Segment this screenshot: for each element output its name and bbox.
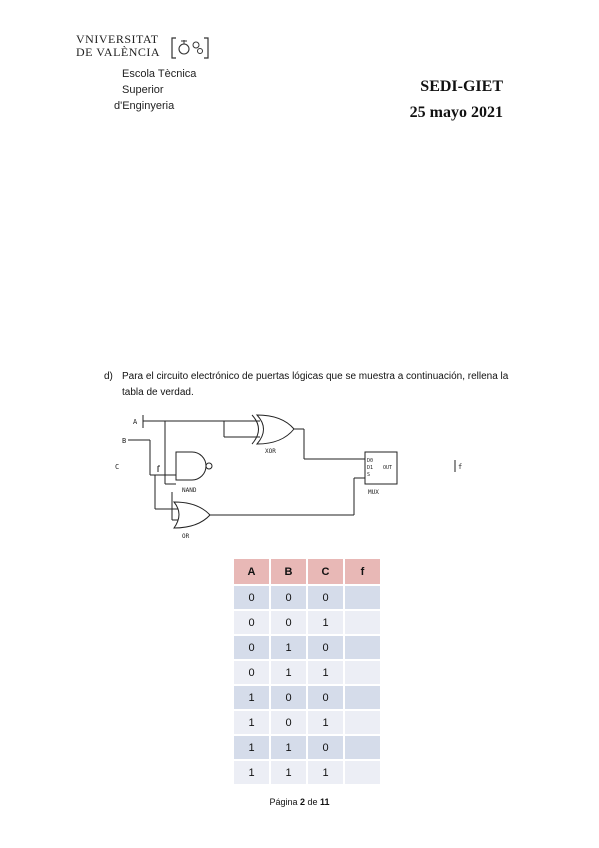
school-name-line1: Escola Tècnica [122,68,197,80]
table-row [234,711,380,734]
school-name-line3: d'Enginyeria [114,100,175,112]
xor-gate-extra-curve [252,415,259,444]
nand-label: NAND [182,487,197,494]
cell-a: 1 [234,686,269,709]
header-block [410,74,503,126]
cell-b: 0 [271,586,306,609]
cell-a: 0 [234,611,269,634]
logic-circuit-diagram [110,410,480,545]
cell-b: 1 [271,636,306,659]
cell-f[interactable] [345,636,380,659]
input-c-label: C [115,463,120,471]
page-of: de [307,797,318,807]
cell-f[interactable] [345,611,380,634]
cell-f[interactable] [345,736,380,759]
mux-label: MUX [368,489,379,496]
cell-f[interactable] [345,686,380,709]
nand-bubble [206,463,212,469]
cell-c: 0 [308,586,343,609]
school-name-line2: Superior [122,84,164,96]
or-gate [174,502,210,528]
cell-b: 1 [271,736,306,759]
cell-f[interactable] [345,711,380,734]
table-row [234,736,380,759]
page-total: 11 [320,797,330,807]
cell-c: 0 [308,686,343,709]
input-a-label: A [133,418,138,426]
question-label: d) [104,371,113,382]
header-c: C [308,559,343,584]
exam-date: 25 mayo 2021 [409,104,503,121]
mux-out-label: OUT [383,465,393,471]
header-f: f [345,559,380,584]
cell-f[interactable] [345,761,380,784]
header-b: B [271,559,306,584]
mux-d0-label: D0 [367,458,374,464]
cell-c: 1 [308,711,343,734]
table-row [234,761,380,784]
xor-gate [257,415,294,444]
mux-s-label: S [367,472,371,478]
nand-gate [176,452,206,480]
university-emblem-icon [170,36,210,60]
table-row [234,636,380,659]
truth-table [232,557,382,786]
table-row [234,586,380,609]
cell-b: 0 [271,686,306,709]
university-name-line2: DE VALÈNCIA [76,45,161,59]
cell-c: 1 [308,761,343,784]
cell-b: 0 [271,711,306,734]
table-row [234,686,380,709]
cell-a: 1 [234,761,269,784]
cell-c: 1 [308,661,343,684]
cell-a: 1 [234,736,269,759]
course-title: SEDI-GIET [420,78,503,95]
cell-a: 1 [234,711,269,734]
table-row [234,611,380,634]
truth-table-header [234,559,380,584]
cell-b: 1 [271,761,306,784]
output-f-label: f [458,463,463,471]
cell-a: 0 [234,636,269,659]
xor-label: XOR [265,448,276,455]
university-logo [74,32,234,118]
cell-a: 0 [234,586,269,609]
table-row [234,661,380,684]
page-prefix: Página [269,797,298,807]
cell-c: 0 [308,736,343,759]
cell-c: 0 [308,636,343,659]
cell-a: 0 [234,661,269,684]
page-number: 2 [299,797,305,807]
cell-b: 0 [271,611,306,634]
cell-c: 1 [308,611,343,634]
cell-b: 1 [271,661,306,684]
header-a: A [234,559,269,584]
mux-d1-label: D1 [367,465,374,471]
university-name-line1: VNIVERSITAT [76,32,159,46]
cell-f[interactable] [345,661,380,684]
cell-f[interactable] [345,586,380,609]
input-b-label: B [122,437,127,445]
question-text: Para el circuito electrónico de puertas lógicas que se muestra a continuación, rellena la tabla de verdad. [122,371,509,398]
page-footer [0,797,599,807]
or-label: OR [182,533,190,540]
